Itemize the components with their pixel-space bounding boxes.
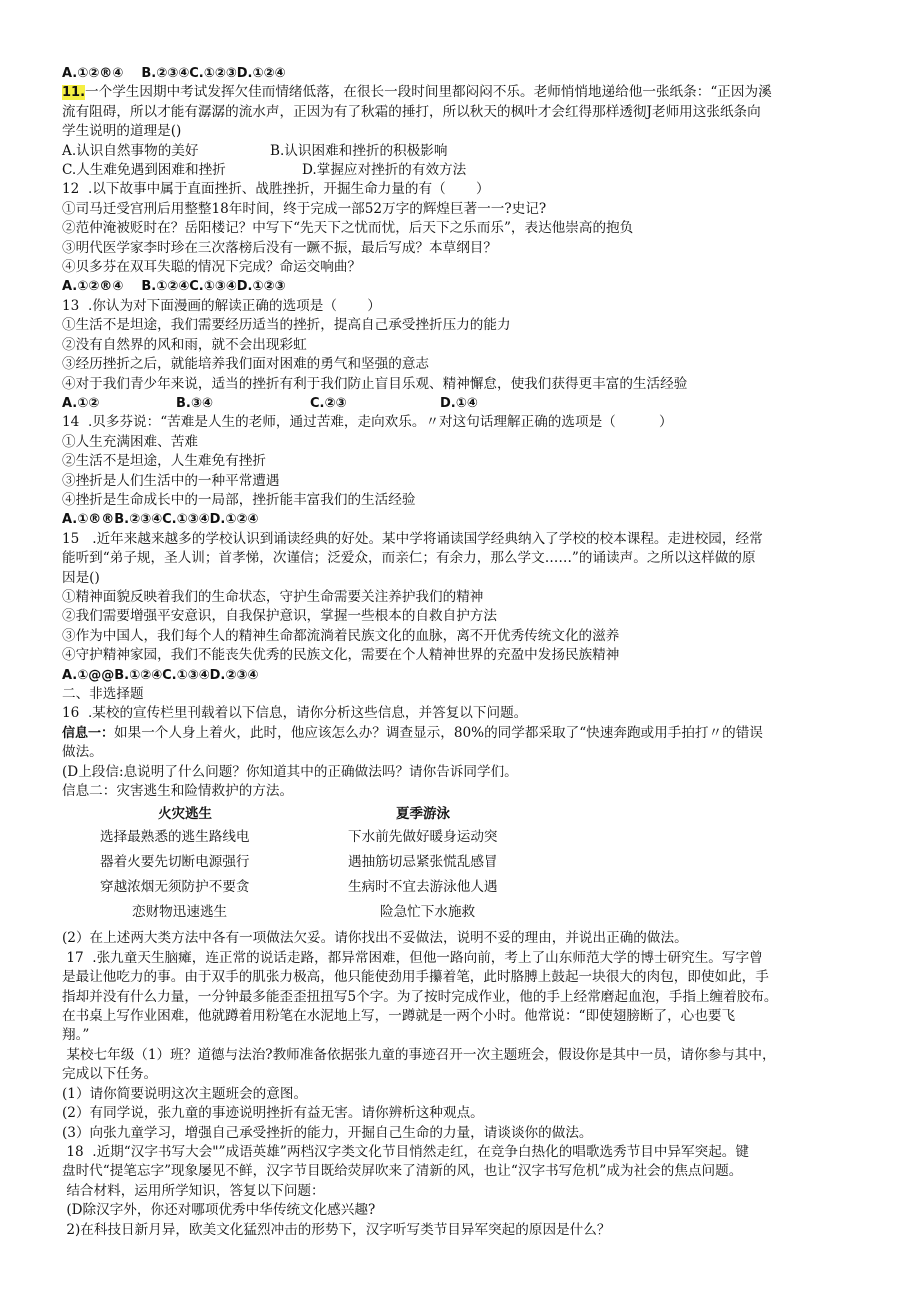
q17-para-4: 在书桌上写作业困难，他就蹲着用粉笔在水泥地上写，一蹲就是一两个小时。他常说：“即使翅膀断了，心也要飞 — [62, 1008, 736, 1025]
q16-stem: 16 .某校的宣传栏里刊载着以下信息，请你分析这些信息，并答复以下问题。 — [62, 705, 528, 722]
q13-item-1: ①生活不是坦途，我们需要经历适当的挫折，提高自己承受挫折压力的能力 — [62, 317, 511, 334]
q17-para-3: 指却并没有什么力量，一分钟最多能歪歪扭扭写5个字。为了按时完成作业，他的手上经常磨起血泡，手指上缠着胶布。 — [62, 988, 778, 1005]
summer-swim-row: 遇抽筋切忌紧张慌乱感冒 — [348, 854, 498, 871]
q15-stem-3: 因是() — [62, 569, 100, 586]
q17-task-2: 完成以下任务。 — [62, 1066, 158, 1083]
q18-para-2: 盘时代“提笔忘字”现象屡见不鲜，汉字节目既给荧屏吹来了清新的风，也让“汉字书写危机”成为社会的焦点问题。 — [62, 1163, 743, 1180]
q14-item-3: ③挫折是人们生活中的一种平常遭遇 — [62, 472, 280, 489]
q18-para-3: 结合材料，运用所学知识，答复以下问题： — [62, 1182, 325, 1199]
q11-number: 11. — [62, 85, 86, 101]
fire-escape-heading: 火灾逃生 — [158, 806, 212, 823]
q10-options: A.①②®④ B.②③④C.①②③D.①②④ — [62, 66, 286, 81]
q14-item-4: ④挫折是生命成长中的一局部，挫折能丰富我们的生活经验 — [62, 491, 416, 508]
q11-option-d: D.掌握应对挫折的有效方法 — [302, 162, 467, 179]
q17-task-1: 某校七年级（1）班？道德与法治?教师准备依据张九童的事迹召开一次主题班会，假设你是其中一员，请你参与其中， — [62, 1046, 776, 1063]
q11-option-a: A.认识自然事物的美好 — [62, 142, 199, 159]
summer-swim-column — [348, 803, 498, 925]
q16-info1-cont: 做法。 — [62, 744, 103, 761]
q11-option-b: B.认识困难和挫折的积极影响 — [270, 142, 448, 159]
fire-escape-row: 器着火要先切断电源强行 — [100, 854, 250, 871]
q14-stem: 14 .贝多芬说：“苦难是人生的老师，通过苦难，走向欢乐。〃对这句话理解正确的选项是（ ） — [62, 414, 673, 431]
fire-escape-column — [100, 803, 250, 925]
safety-methods-table — [62, 803, 874, 927]
q12-stem: 12 .以下故事中属于直面挫折、战胜挫折，开掘生命力量的有（ ） — [62, 181, 490, 198]
fire-escape-row: 恋财物迅速逃生 — [132, 904, 228, 921]
q11-options-cd — [62, 161, 874, 180]
q16-sub2: (2）在上述两大类方法中各有一项做法欠妥。请你找出不妥做法，说明不妥的理由，并说出正确的做法。 — [62, 930, 688, 947]
q14-options: A.①®®B.②③④C.①③④D.①②④ — [62, 512, 259, 528]
q15-stem-2: 能听到“弟子规，圣人训；首孝悌，次谨信；泛爱众，而亲仁；有余力，那么学文……”的诵读声。之所以这样做的原 — [62, 550, 756, 567]
summer-swim-row: 险急忙下水施救 — [380, 904, 476, 921]
q17-para-2: 是最让他吃力的事。由于双手的肌张力极高，他只能使劲用手攥着笔，此时胳膊上鼓起一块很大的肉包，即使如此，手 — [62, 969, 769, 986]
q15-item-1: ①精神面貌反映着我们的生命状态，守护生命需要关注养护我们的精神 — [62, 588, 484, 605]
q11-line1: 11.一个学生因期中考试发挥欠佳而情绪低落，在很长一段时间里都闷闷不乐。老师悄悄地递给他一张纸条：“正因为溪 — [62, 84, 772, 101]
q13-option-a: A.①② — [62, 395, 100, 411]
q12-item-2: ②范仲淹被贬时在？岳阳楼记？中写下“先天下之忧而忧，后天下之乐而乐”，表达他崇高的抱负 — [62, 220, 634, 237]
q12-options: A.①②®④ B.①②④C.①③④D.①②③ — [62, 279, 286, 295]
q16-info2: 信息二：灾害逃生和险情救护的方法。 — [62, 783, 294, 800]
q12-item-4: ④贝多芬在双耳失聪的情况下完成？命运交响曲？ — [62, 259, 362, 276]
q17-sub-1: (1）请你简要说明这次主题班会的意图。 — [62, 1085, 308, 1102]
q15-item-2: ②我们需要增强平安意识，自我保护意识，掌握一些根本的自救自护方法 — [62, 608, 497, 625]
q13-item-4: ④对于我们青少年来说，适当的挫折有利于我们防止盲目乐观、精神懈怠，使我们获得更丰富的生活经验 — [62, 375, 688, 392]
q13-option-c: C.②③ — [310, 395, 347, 411]
q13-stem: 13 .你认为对下面漫画的解读正确的选项是（ ） — [62, 297, 381, 314]
q13-item-2: ②没有自然界的风和雨，就不会出现彩虹 — [62, 336, 307, 353]
q14-item-1: ①人生充满困难、苦难 — [62, 433, 198, 450]
q17-para-1: 17 .张九童天生脑瘫，连正常的说话走路，都异常困难，但他一路向前，考上了山东师范大学的博士研究生。写字曾 — [62, 949, 763, 966]
summer-swim-row: 下水前先做好暖身运动突 — [348, 829, 498, 846]
q15-stem-1: 15 .近年来越来越多的学校认识到诵读经典的好处。某中学将诵读国学经典纳入了学校的校本课程。走进校园，经常 — [62, 530, 763, 547]
q11-options-ab — [62, 142, 874, 161]
q15-item-4: ④守护精神家园，我们不能丧失优秀的民族文化，需要在个人精神世界的充盈中发扬民族精神 — [62, 647, 620, 664]
q18-para-1: 18 .近期“汉字书写大会"”成语英雄”两档汉字类文化节目悄然走红，在竞争白热化的唱歌选秀节目中异军突起。键 — [62, 1143, 749, 1160]
q16-sub1: (D上段信:息说明了什么问题？你知道其中的正确做法吗？请你告诉同学们。 — [62, 763, 518, 780]
summer-swim-heading: 夏季游泳 — [396, 806, 450, 823]
q12-item-3: ③明代医学家李时珍在三次落榜后没有一蹶不振，最后写成？本草纲目？ — [62, 239, 497, 256]
q11-line3: 学生说明的道理是() — [62, 123, 182, 140]
exam-page — [62, 64, 874, 1240]
q13-item-3: ③经历挫折之后，就能培养我们面对困难的勇气和坚强的意志 — [62, 356, 430, 373]
q13-options — [62, 394, 874, 413]
q12-item-1: ①司马迁受宫刑后用整整18年时间，终于完成一部52万字的辉煌巨著一一?史记? — [62, 200, 547, 217]
fire-escape-row: 穿越浓烟无须防护不要贪 — [100, 879, 250, 896]
q13-option-b: B.③④ — [176, 395, 213, 411]
fire-escape-row: 选择最熟悉的逃生路线电 — [100, 829, 250, 846]
q17-sub-3: (3）向张九童学习，增强自己承受挫折的能力，开掘自己生命的力量，请谈谈你的做法。 — [62, 1124, 593, 1141]
q13-option-d: D.①④ — [440, 395, 478, 411]
q15-options: A.①@@B.①②④C.①③④D.②③④ — [62, 667, 259, 683]
q17-sub-2: (2）有同学说，张九童的事迹说明挫折有益无害。请你辨析这种观点。 — [62, 1105, 484, 1122]
q11-option-c: C.人生难免遇到困难和挫折 — [62, 162, 226, 179]
q16-info1-label: 信息一： — [62, 725, 115, 741]
q18-sub-2: 2)在科技日新月异，欧美文化猛烈冲击的形势下，汉字听写类节目异军突起的原因是什么？ — [62, 1221, 611, 1238]
q11-line2: 流有阻碍，所以才能有潺潺的流水声，正因为有了秋霜的捶打，所以秋天的枫叶才会红得那样透彻J老师用这张纸条向 — [62, 103, 761, 120]
q18-sub-1: (D除汉字外，你还对哪项优秀中华传统文化感兴趣? — [62, 1202, 376, 1219]
q14-item-2: ②生活不是坦途，人生难免有挫折 — [62, 453, 266, 470]
q15-item-3: ③作为中国人，我们每个人的精神生命都流淌着民族文化的血脉，离不开优秀传统文化的滋养 — [62, 627, 620, 644]
summer-swim-row: 生病时不宜去游泳他人遇 — [348, 879, 498, 896]
section-heading: 二、非选择题 — [62, 686, 144, 702]
q16-info1: 信息一：如果一个人身上着火，此时，他应该怎么办？调查显示，80%的同学都采取了“快速奔跑或用手拍打〃的错误 — [62, 724, 763, 741]
q17-para-5: 翔。” — [62, 1027, 90, 1044]
